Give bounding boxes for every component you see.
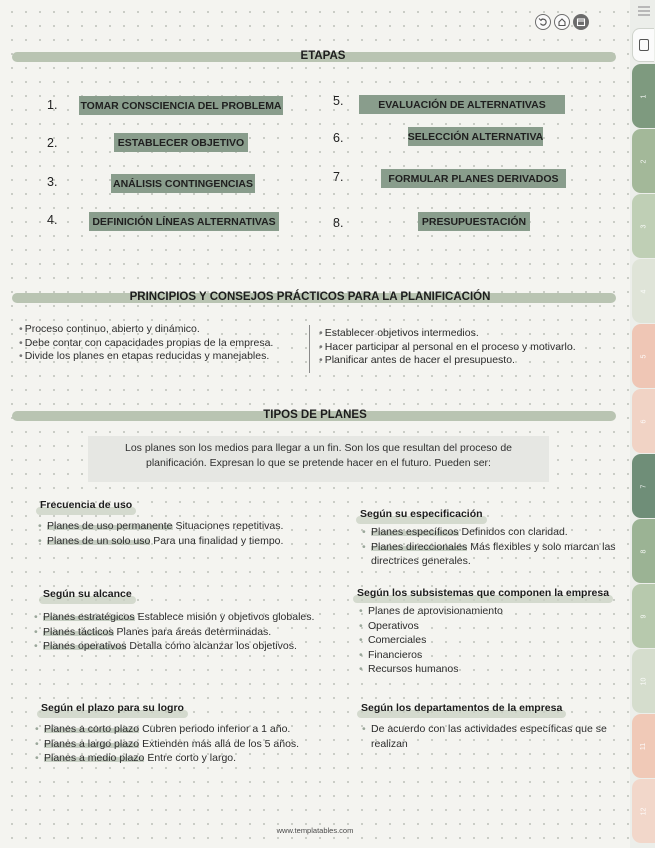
item-term: Planes estratégicos xyxy=(43,611,135,623)
list-item xyxy=(362,540,617,569)
tipos-intro: Los planes son los medios para llegar a un fin. Son los que resultan del proceso de planificación. Expresan lo que se pretende hacer en el futuro. Pueden ser: xyxy=(88,436,549,482)
tab-3[interactable] xyxy=(632,194,655,258)
item-term: Planes de uso permanente xyxy=(47,520,173,532)
tab-label: 7 xyxy=(640,484,647,488)
item-desc: Definidos con claridad. xyxy=(461,526,568,538)
list-item xyxy=(34,610,354,625)
tab-6[interactable] xyxy=(632,389,655,453)
tab-5[interactable] xyxy=(632,324,655,388)
step-number: 8. xyxy=(333,216,344,230)
divider xyxy=(309,325,310,373)
list-item xyxy=(34,625,354,640)
step-label: DEFINICIÓN LÍNEAS ALTERNATIVAS xyxy=(89,212,279,231)
subsistemas-list xyxy=(359,604,609,677)
departamentos-list xyxy=(362,722,630,751)
group-title-subsistemas: Según los subsistemas que componen la empresa xyxy=(357,587,610,599)
tab-label: 3 xyxy=(640,224,647,228)
list-item: • Financieros xyxy=(359,648,609,663)
item-term: Planes direccionales xyxy=(371,540,468,553)
item-term: Planes a largo plazo xyxy=(44,737,140,750)
item-desc: Entre corto y largo. xyxy=(147,752,237,764)
item-desc: Para una finalidad y tiempo. xyxy=(153,534,284,547)
alcance-list xyxy=(34,610,354,654)
tab-11[interactable] xyxy=(632,714,655,778)
tipos-title: TIPOS DE PLANES xyxy=(263,409,367,421)
undo-icon[interactable] xyxy=(535,14,551,30)
especificacion-list xyxy=(362,525,617,569)
item-desc: Planes para áreas determinadas. xyxy=(116,625,272,638)
list-item xyxy=(362,525,617,540)
item-term: Planes a medio plazo xyxy=(44,752,145,764)
tab-label: 6 xyxy=(640,419,647,423)
principios-left-list xyxy=(19,323,273,364)
tab-label: 5 xyxy=(640,354,647,358)
item-term: Planes tácticos xyxy=(43,625,114,638)
tab-9[interactable] xyxy=(632,584,655,648)
notebook-icon[interactable] xyxy=(632,28,654,62)
toolbar xyxy=(535,14,589,30)
tab-label: 12 xyxy=(639,807,647,815)
group-title-alcance: Según su alcance xyxy=(43,588,132,600)
etapas-title: ETAPAS xyxy=(300,50,346,62)
item-desc: Establece misión y objetivos globales. xyxy=(137,611,315,623)
step-label: ANÁLISIS CONTINGENCIAS xyxy=(111,174,255,193)
list-item: • Divide los planes en etapas reducidas y manejables. xyxy=(19,350,273,364)
step-label: ESTABLECER OBJETIVO xyxy=(114,133,248,152)
plazo-list xyxy=(35,722,335,766)
group-title-plazo: Según el plazo para su logro xyxy=(41,702,184,714)
menu-icon[interactable] xyxy=(638,6,650,18)
group-title-departamentos: Según los departamentos de la empresa xyxy=(361,702,563,714)
tab-label: 8 xyxy=(640,549,647,553)
step-number: 4. xyxy=(47,213,58,227)
item-term: Planes de un solo uso xyxy=(47,534,151,547)
list-item: • Operativos xyxy=(359,619,609,634)
tab-label: 4 xyxy=(640,289,647,293)
step-label: FORMULAR PLANES DERIVADOS xyxy=(381,169,566,188)
tab-label: 10 xyxy=(639,677,647,685)
list-item: • Hacer participar al personal en el proceso y motivarlo. xyxy=(319,341,576,355)
item-desc: Extienden más allá de los 5 años. xyxy=(142,737,300,750)
side-tabs xyxy=(630,0,655,848)
frecuencia-list xyxy=(38,519,323,548)
tab-7[interactable] xyxy=(632,454,655,518)
list-item: • Comerciales xyxy=(359,633,609,648)
tab-12[interactable] xyxy=(632,779,655,843)
list-item xyxy=(38,534,323,549)
step-label: PRESUPUESTACIÓN xyxy=(418,212,530,231)
tab-2[interactable] xyxy=(632,129,655,193)
item-desc: Más flexibles y solo marcan las directrices generales. xyxy=(371,540,616,567)
step-number: 3. xyxy=(47,175,58,189)
list-item: • Debe contar con capacidades propias de la empresa. xyxy=(19,337,273,351)
list-item xyxy=(35,722,335,737)
list-item: • Planes de aprovisionamiento xyxy=(359,604,609,619)
step-number: 7. xyxy=(333,170,344,184)
step-label: EVALUACIÓN DE ALTERNATIVAS xyxy=(359,95,565,114)
item-term: Planes operativos xyxy=(43,640,127,652)
footer-url: www.templatables.com xyxy=(276,826,354,835)
item-term: Planes a corto plazo xyxy=(44,723,140,735)
tab-8[interactable] xyxy=(632,519,655,583)
list-item: • Establecer objetivos intermedios. xyxy=(319,327,576,341)
list-item xyxy=(38,519,323,534)
step-label: SELECCIÓN ALTERNATIVA xyxy=(408,127,543,146)
tab-label: 11 xyxy=(640,742,647,750)
tab-label: 2 xyxy=(640,159,647,163)
list-item xyxy=(35,751,335,766)
home-icon[interactable] xyxy=(554,14,570,30)
item-desc: Situaciones repetitivas. xyxy=(175,520,284,532)
list-item xyxy=(35,737,335,752)
list-item xyxy=(34,639,354,654)
tab-label: 1 xyxy=(640,94,647,98)
item-term: Planes específicos xyxy=(371,526,459,538)
principios-right-list xyxy=(319,327,576,368)
step-number: 6. xyxy=(333,131,344,145)
list-item: • De acuerdo con las actividades específicas que se realizan xyxy=(362,722,630,751)
step-number: 2. xyxy=(47,136,58,150)
group-title-especificacion: Según su especificación xyxy=(360,508,483,520)
group-title-frecuencia: Frecuencia de uso xyxy=(40,499,133,511)
item-desc: Cubren periodo inferior a 1 año. xyxy=(142,723,291,735)
principios-title: PRINCIPIOS Y CONSEJOS PRÁCTICOS PARA LA PLANIFICACIÓN xyxy=(129,291,491,303)
list-item: • Planificar antes de hacer el presupuesto. xyxy=(319,354,576,368)
list-item: • Proceso continuo, abierto y dinámico. xyxy=(19,323,273,337)
tab-1[interactable] xyxy=(632,64,655,128)
step-label: TOMAR CONSCIENCIA DEL PROBLEMA xyxy=(79,96,283,115)
step-number: 1. xyxy=(47,98,58,112)
item-desc: Detalla cómo alcanzar los objetivos. xyxy=(129,640,297,652)
calendar-icon[interactable] xyxy=(573,14,589,30)
tab-label: 9 xyxy=(640,614,647,618)
step-number: 5. xyxy=(333,94,344,108)
tab-10[interactable] xyxy=(632,649,655,713)
tab-4[interactable] xyxy=(632,259,655,323)
list-item: • Recursos humanos xyxy=(359,662,609,677)
